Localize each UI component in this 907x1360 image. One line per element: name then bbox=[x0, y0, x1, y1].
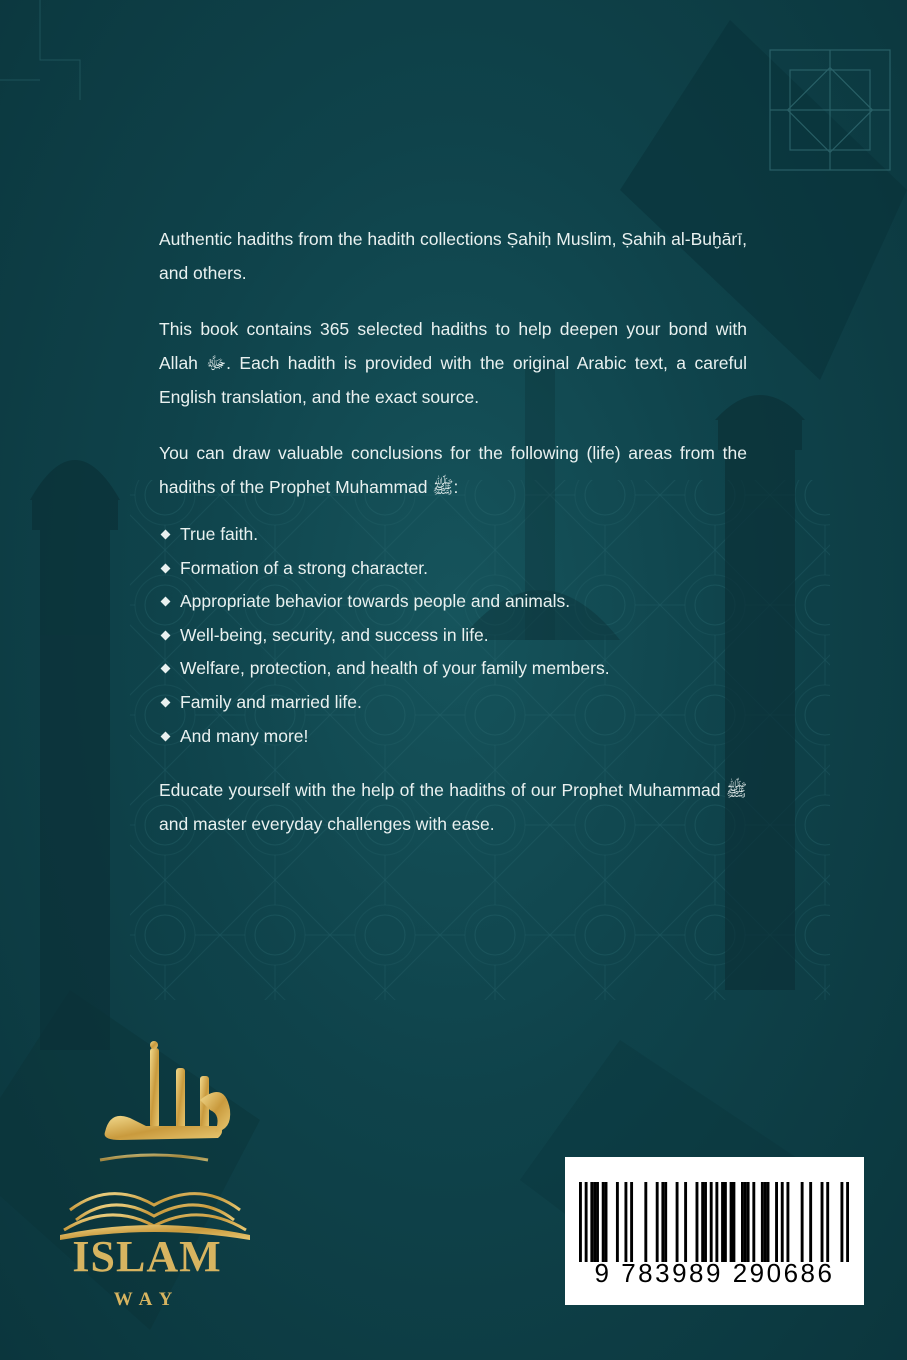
barcode-bar bbox=[809, 1182, 812, 1262]
barcode-bar bbox=[801, 1182, 804, 1262]
barcode-bar bbox=[664, 1182, 667, 1262]
barcode-bar bbox=[684, 1182, 687, 1262]
barcode-bar bbox=[730, 1182, 733, 1262]
barcode-bar bbox=[775, 1182, 778, 1262]
life-areas-list bbox=[159, 518, 747, 753]
list-item: Formation of a strong character. bbox=[159, 552, 747, 586]
barcode-bar bbox=[644, 1182, 647, 1262]
barcode-bar bbox=[661, 1182, 664, 1262]
barcode-bar bbox=[747, 1182, 750, 1262]
intro-paragraph: Authentic hadiths from the hadith collections Ṣahiḥ Muslim, Ṣahih al-Buḫārī, and others. bbox=[159, 229, 747, 283]
barcode-bar bbox=[826, 1182, 829, 1262]
back-cover-text bbox=[159, 222, 747, 863]
barcode-bar bbox=[585, 1182, 588, 1262]
barcode-bar bbox=[744, 1182, 747, 1262]
barcode-bar bbox=[741, 1182, 744, 1262]
barcode-bar bbox=[616, 1182, 619, 1262]
barcode-bar bbox=[596, 1182, 599, 1262]
barcode-bar bbox=[624, 1182, 627, 1262]
barcode-bar bbox=[761, 1182, 764, 1262]
barcode-bar bbox=[656, 1182, 659, 1262]
diamond-bullet-icon bbox=[161, 597, 171, 607]
barcode-bar bbox=[602, 1182, 605, 1262]
barcode-bar bbox=[732, 1182, 735, 1262]
list-item: Well-being, security, and success in life. bbox=[159, 619, 747, 653]
isbn-barcode bbox=[565, 1157, 864, 1305]
barcode-bar bbox=[696, 1182, 699, 1262]
barcode-bar bbox=[721, 1182, 724, 1262]
diamond-bullet-icon bbox=[161, 664, 171, 674]
allah-calligraphy-icon bbox=[105, 1041, 231, 1140]
list-item: Welfare, protection, and health of your family members. bbox=[159, 652, 747, 686]
barcode-bar bbox=[630, 1182, 633, 1262]
barcode-bar bbox=[724, 1182, 727, 1262]
barcode-bar bbox=[821, 1182, 824, 1262]
barcode-bar bbox=[605, 1182, 608, 1262]
open-book-icon bbox=[64, 1155, 246, 1230]
barcode-bar bbox=[764, 1182, 767, 1262]
isbn-number: 9 783989 290686 bbox=[594, 1258, 835, 1288]
barcode-bar bbox=[710, 1182, 713, 1262]
diamond-bullet-icon bbox=[161, 731, 171, 741]
diamond-bullet-icon bbox=[161, 698, 171, 708]
barcode-bar bbox=[701, 1182, 704, 1262]
barcode-bar bbox=[840, 1182, 843, 1262]
barcode-bar bbox=[781, 1182, 784, 1262]
list-item: Family and married life. bbox=[159, 686, 747, 720]
list-item: Appropriate behavior towards people and animals. bbox=[159, 585, 747, 619]
diamond-bullet-icon bbox=[161, 563, 171, 573]
barcode-bar bbox=[579, 1182, 582, 1262]
barcode-bar bbox=[846, 1182, 849, 1262]
list-item: And many more! bbox=[159, 720, 747, 754]
conclusions-paragraph: You can draw valuable conclusions for the following (life) areas from the hadiths of the Prophet Muhammad ﷺ: bbox=[159, 443, 747, 497]
logo-subtitle: WAY bbox=[113, 1289, 181, 1310]
barcode-bar bbox=[767, 1182, 770, 1262]
barcode-bar bbox=[704, 1182, 707, 1262]
closing-paragraph: Educate yourself with the help of the hadiths of our Prophet Muhammad ﷺ and master everyday challenges with ease. bbox=[159, 780, 747, 835]
logo-title: ISLAM bbox=[72, 1232, 222, 1281]
diamond-bullet-icon bbox=[161, 530, 171, 540]
description-paragraph: This book contains 365 selected hadiths to help deepen your bond with Allah ﷻ. Each hadith is provided with the original Arabic text, a careful English translation, and the exact source. bbox=[159, 319, 747, 407]
list-item: True faith. bbox=[159, 518, 747, 552]
barcode-bars bbox=[579, 1182, 849, 1262]
barcode-bar bbox=[715, 1182, 718, 1262]
diamond-bullet-icon bbox=[161, 630, 171, 640]
barcode-bar bbox=[786, 1182, 789, 1262]
barcode-bar bbox=[590, 1182, 593, 1262]
barcode-bar bbox=[752, 1182, 755, 1262]
barcode-bar bbox=[676, 1182, 679, 1262]
barcode-bar bbox=[593, 1182, 596, 1262]
